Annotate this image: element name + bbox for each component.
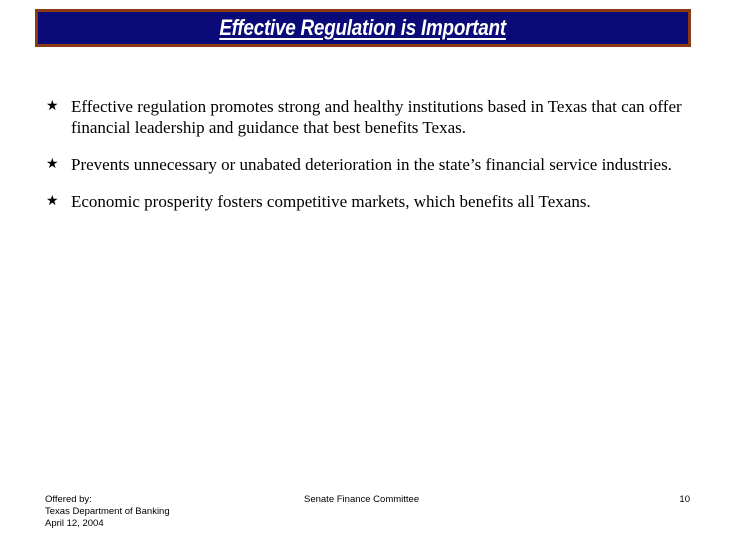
star-bullet-icon: ★ — [46, 157, 59, 172]
footer-offered-by: Offered by: — [45, 494, 92, 505]
footer-presenter-info — [45, 494, 170, 530]
footer-committee: Senate Finance Committee — [304, 494, 420, 505]
slide-title: Effective Regulation is Important — [219, 15, 507, 40]
bullet-item — [46, 96, 706, 138]
bullet-item — [46, 191, 706, 212]
star-bullet-icon: ★ — [46, 99, 59, 114]
title-banner — [35, 9, 691, 47]
star-bullet-icon: ★ — [46, 194, 59, 209]
footer-date: April 12, 2004 — [45, 518, 104, 529]
bullet-text: Economic prosperity fosters competitive markets, which benefits all Texans. — [71, 192, 591, 211]
page-number: 10 — [679, 494, 690, 505]
bullet-text: Effective regulation promotes strong and healthy institutions based in Texas that can offer financial leadership and guidance that best benefits Texas. — [71, 97, 682, 137]
footer-organization: Texas Department of Banking — [45, 506, 170, 517]
bullet-text: Prevents unnecessary or unabated deterioration in the state’s financial service industries. — [71, 155, 672, 174]
bullet-item — [46, 154, 706, 175]
bullet-list — [46, 96, 706, 228]
